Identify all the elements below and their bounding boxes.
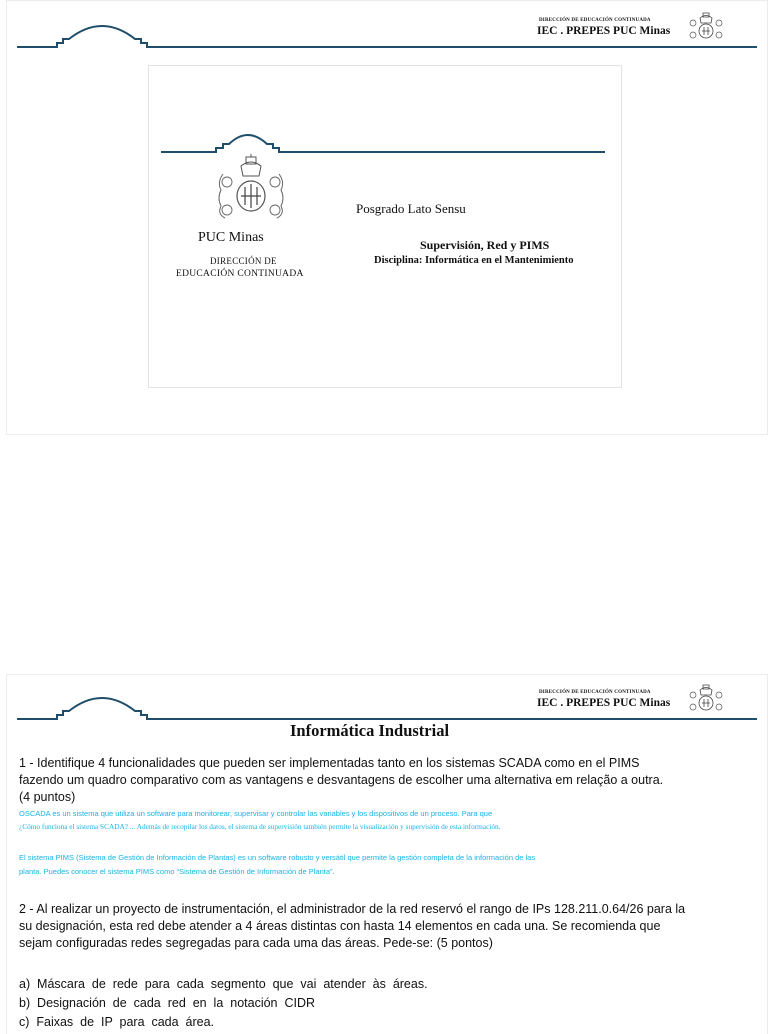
puc-minas-crest-icon [687,11,725,43]
institution-label: IEC . PREPES PUC Minas [537,697,671,709]
institution-small-label: DIRECCIÓN DE EDUCACIÓN CONTINUADA [539,690,651,695]
answer-1-line-4: planta. Puedes conocer el sistema PIMS como “Sistema de Gestión de Información de Planta”. [19,867,335,876]
question-2-line-1: 2 - Al realizar un proyecto de instrumentación, el administrador de la red reservó el rango de IPs 128.211.0.64/26 para la [19,902,686,916]
course-title: Supervisión, Red y PIMS [420,238,550,252]
slide-page-2 [6,674,768,1034]
institution-label: IEC . PREPES PUC Minas [537,25,671,37]
department-line-1: DIRECCIÓN DE [210,256,277,266]
question-1-line-3: (4 puntos) [19,790,76,804]
department-line-2: EDUCACIÓN CONTINUADA [176,269,304,279]
program-label: Posgrado Lato Sensu [356,201,466,216]
answer-1-line-3: El sistema PIMS (Sistema de Gestión de Información de Plantas) es un software robusto y versátil que permite la gestión completa de la información de las [19,853,536,862]
cover-arch-rule [161,124,605,156]
question-1-line-2: fazendo um quadro comparativo com as vantagens e desvantagens de escolher uma alternativa em relação a outra. [19,773,664,787]
page-title: Informática Industrial [290,721,450,740]
question-1-line-1: 1 - Identifique 4 funcionalidades que pueden ser implementadas tanto en los sistemas SCADA como en el PIMS [19,756,640,770]
question-2-line-2: su designación, esta red debe atender a 4 áreas distintas con hasta 14 elementos en cada una. Se recomienda que [19,919,661,933]
puc-minas-crest-icon [687,683,725,715]
list-item: c) Faixas de IP para cada área. [19,1015,215,1029]
answer-1-line-1: OSCADA es un sistema que utiliza un software para monitorear, supervisar y controlar las variables y los dispositivos de un proceso. Para que [19,809,493,818]
institution-small-label: DIRECCIÓN DE EDUCACIÓN CONTINUADA [539,18,651,23]
list-item: b) Designación de cada red en la notación CIDR [19,996,315,1010]
question-2-line-3: sejam configuradas redes segregadas para cada uma das áreas. Pede-se: (5 pontos) [19,936,493,950]
slide-page-1 [6,0,768,435]
puc-minas-crest-icon [213,154,289,224]
university-name: PUC Minas [198,230,264,245]
discipline-label: Disciplina: Informática en el Mantenimiento [374,255,574,266]
answer-1-line-2: ¿Cómo funciona el sistema SCADA? ... Además de recopilar los datos, el sistema de supervisión también permite la visualización y supervisión de esta información. [19,822,501,831]
list-item: a) Máscara de rede para cada segmento que vai atender às áreas. [19,977,428,991]
cover-page [148,65,622,388]
